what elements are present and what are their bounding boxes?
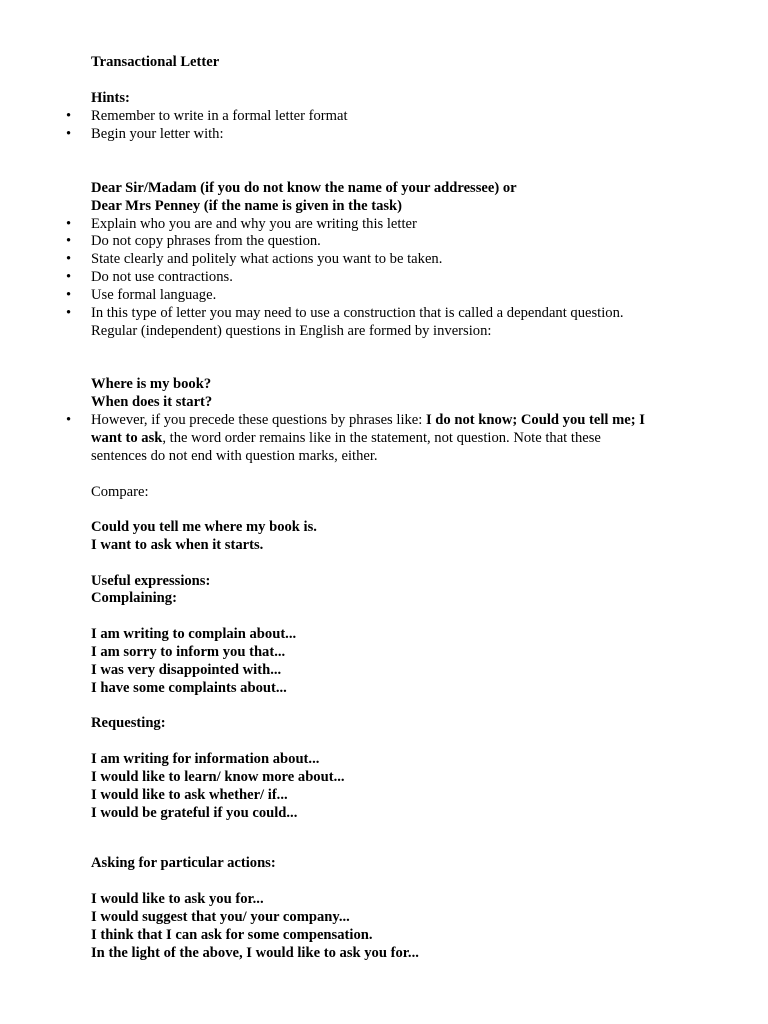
actions-heading: Asking for particular actions:	[91, 855, 276, 871]
bullet: •	[66, 269, 72, 285]
tip-item: Do not copy phrases from the question.	[91, 233, 321, 249]
example-question: When does it start?	[91, 394, 213, 410]
tip-continuation: Regular (independent) questions in English are formed by inversion:	[91, 323, 492, 339]
bullet: •	[66, 305, 72, 321]
bullet: •	[66, 251, 72, 267]
hint-item: Remember to write in a formal letter format	[91, 108, 348, 124]
actions-expression: I think that I can ask for some compensation.	[91, 927, 373, 943]
tip-item: Do not use contractions.	[91, 269, 233, 285]
bullet: •	[66, 216, 72, 232]
bullet: •	[66, 287, 72, 303]
dependent-line	[91, 429, 601, 447]
complaining-heading: Complaining:	[91, 590, 177, 606]
compare-label: Compare:	[91, 484, 149, 500]
useful-heading: Useful expressions:	[91, 573, 211, 589]
complaining-expression: I was very disappointed with...	[91, 662, 282, 678]
bullet: •	[66, 233, 72, 249]
requesting-expression: I would like to learn/ know more about...	[91, 769, 345, 785]
dependent-bold-phrases: want to ask	[91, 430, 163, 446]
compare-example: Could you tell me where my book is.	[91, 519, 317, 535]
complaining-expression: I am writing to complain about...	[91, 626, 297, 642]
example-question: Where is my book?	[91, 376, 212, 392]
tip-item: Use formal language.	[91, 287, 217, 303]
hint-item: Begin your letter with:	[91, 126, 224, 142]
dependent-text: , the word order remains like in the statement, not question. Note that these	[162, 430, 601, 446]
hints-heading: Hints:	[91, 90, 130, 106]
tip-item: Explain who you are and why you are writing this letter	[91, 216, 417, 232]
tip-item: In this type of letter you may need to use a construction that is called a dependant question.	[91, 305, 624, 321]
bullet: •	[66, 126, 72, 142]
tip-item: State clearly and politely what actions you want to be taken.	[91, 251, 443, 267]
complaining-expression: I have some complaints about...	[91, 680, 287, 696]
salutation-line: Dear Sir/Madam (if you do not know the name of your addressee) or	[91, 180, 517, 196]
compare-example: I want to ask when it starts.	[91, 537, 264, 553]
actions-expression: I would suggest that you/ your company...	[91, 909, 350, 925]
bullet: •	[66, 108, 72, 124]
requesting-expression: I would be grateful if you could...	[91, 805, 298, 821]
dependent-line	[91, 411, 645, 429]
bullet: •	[66, 412, 72, 428]
dependent-bold-phrases: I do not know; Could you tell me; I	[425, 412, 645, 428]
document-title: Transactional Letter	[91, 54, 220, 70]
dependent-line: sentences do not end with question marks, either.	[91, 448, 378, 464]
actions-expression: In the light of the above, I would like to ask you for...	[91, 945, 419, 961]
salutation-line: Dear Mrs Penney (if the name is given in the task)	[91, 198, 403, 214]
requesting-expression: I am writing for information about...	[91, 751, 320, 767]
requesting-heading: Requesting:	[91, 715, 166, 731]
actions-expression: I would like to ask you for...	[91, 891, 264, 907]
dependent-text: However, if you precede these questions by phrases like:	[91, 412, 426, 428]
requesting-expression: I would like to ask whether/ if...	[91, 787, 288, 803]
complaining-expression: I am sorry to inform you that...	[91, 644, 286, 660]
